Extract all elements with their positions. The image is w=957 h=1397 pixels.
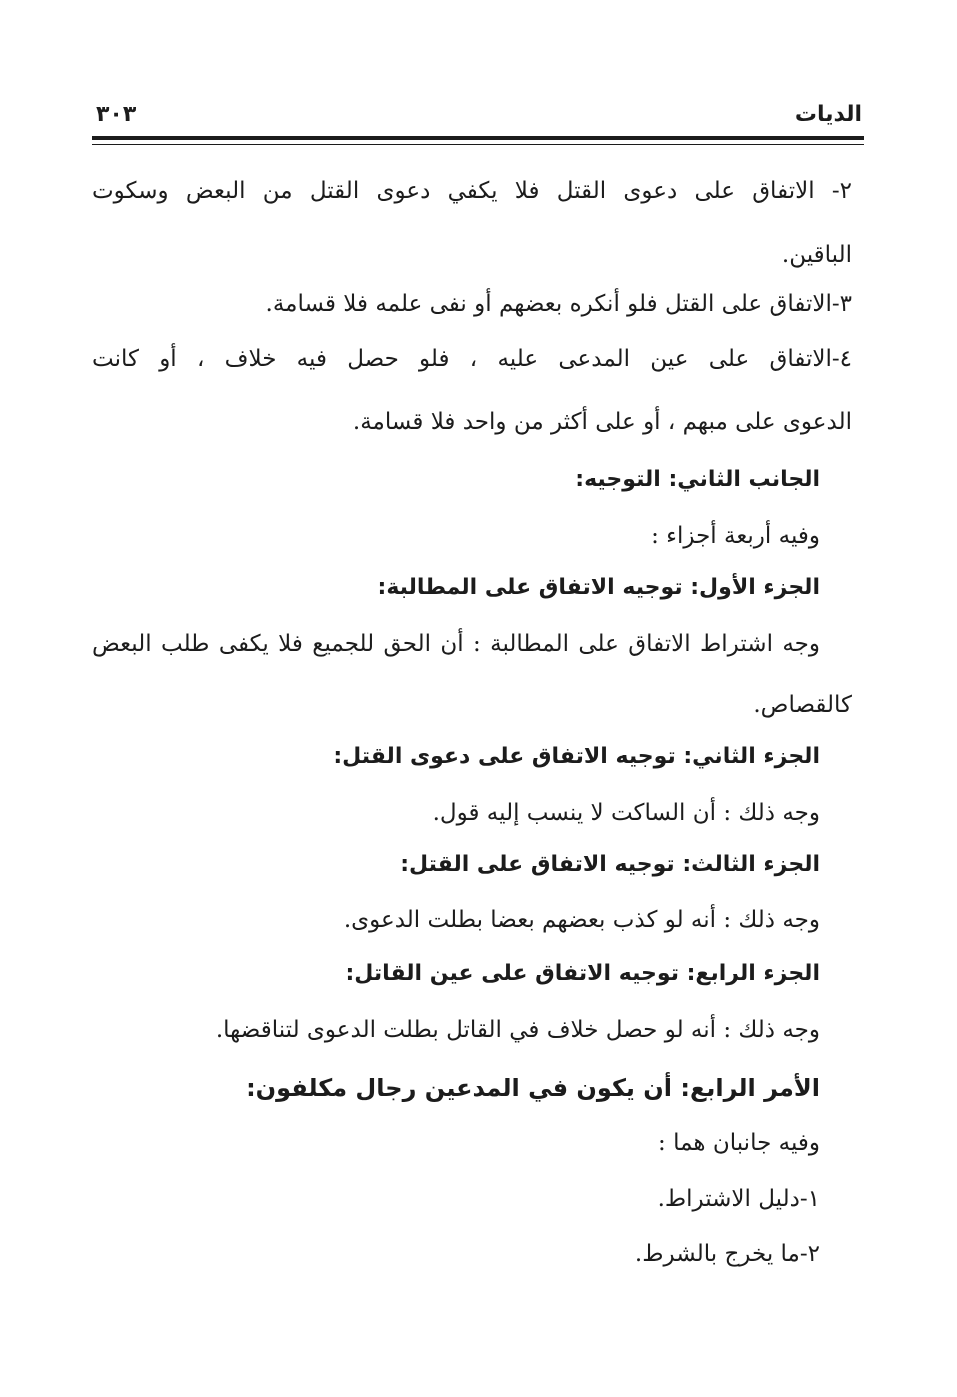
paragraph-line: وجه ذلك : أنه لو كذب بعضهم بعضا بطلت الدعوى. <box>343 907 820 933</box>
paragraph-line: الدعوى على مبهم ، أو على أكثر من واحد فلا قسامة. <box>352 409 852 435</box>
running-title: الديات <box>794 102 862 127</box>
paragraph-line: ٤-الاتفاق على عين المدعى عليه ، فلو حصل فيه خلاف ، أو كانت <box>92 346 852 372</box>
paragraph-line: الباقين. <box>781 242 852 268</box>
paragraph-line: وفيه جانبان هما : <box>658 1130 820 1156</box>
paragraph-line: وفيه أربعة أجزاء : <box>651 523 820 549</box>
subsection-heading: الجزء الثاني: توجيه الاتفاق على دعوى القتل: <box>333 744 820 769</box>
header-rule-thick <box>92 136 864 140</box>
paragraph-line: ٢- الاتفاق على دعوى القتل فلا يكفي دعوى القتل من البعض وسكوت <box>92 178 852 204</box>
paragraph-line: وجه اشتراط الاتفاق على المطالبة : أن الحق للجميع فلا يكفى طلب البعض <box>92 631 820 657</box>
header-rule-thin <box>92 144 864 145</box>
section-heading: الأمر الرابع: أن يكون في المدعين رجال مكلفون: <box>246 1074 820 1102</box>
paragraph-line: ٣-الاتفاق على القتل فلو أنكره بعضهم أو نفى علمه فلا قسامة. <box>265 291 852 317</box>
paragraph-line: وجه ذلك : أنه لو حصل خلاف في القاتل بطلت الدعوى لتناقضها. <box>215 1017 820 1043</box>
section-heading: الجانب الثاني: التوجيه: <box>575 467 820 492</box>
list-item: ١-دليل الاشتراط. <box>657 1186 820 1212</box>
subsection-heading: الجزء الرابع: توجيه الاتفاق على عين القاتل: <box>345 961 820 986</box>
paragraph-line: وجه ذلك : أن الساكت لا ينسب إليه قول. <box>432 800 820 826</box>
page-number: ٣٠٣ <box>96 102 137 127</box>
subsection-heading: الجزء الأول: توجيه الاتفاق على المطالبة: <box>377 575 820 600</box>
list-item: ٢-ما يخرج بالشرط. <box>634 1241 820 1267</box>
paragraph-line: كالقصاص. <box>753 692 852 718</box>
subsection-heading: الجزء الثالث: توجيه الاتفاق على القتل: <box>400 852 820 877</box>
page-header <box>92 98 862 138</box>
